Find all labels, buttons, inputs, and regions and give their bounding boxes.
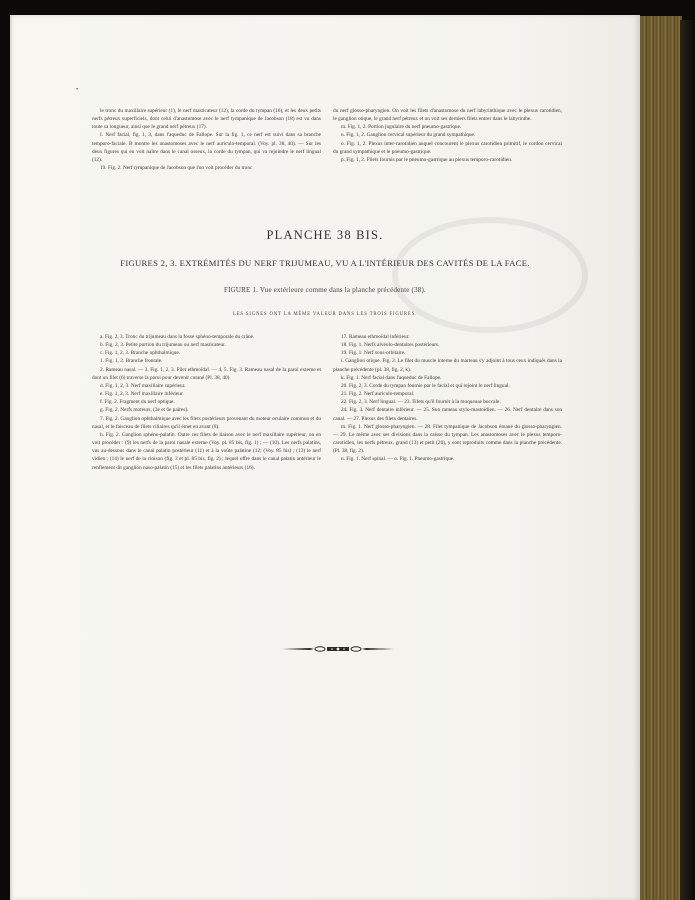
legend-entry: b. Fig. 2, 3. Petite portion du trijumeau ou nerf masticateur. xyxy=(100,342,226,349)
paragraph: n. Fig. 1, 2. Ganglion cervical supérieur du grand sympathique. xyxy=(341,132,476,139)
legend-entry: k. Fig. 1. Nerf facial dans l'aqueduc de Fallope. xyxy=(341,374,442,381)
paragraph: le tronc du maxillaire supérieur (1), le nerf masticateur (12), la corde du tympan (16), et les deux petits nerfs pétreux superficiels, dont celui d'anastomose avec le nerf tympanique de Jacobson (18) est vu dans toute sa longueur, ainsi que le grand nerf pétreux (17). xyxy=(92,108,321,131)
bottom-right-column xyxy=(333,333,562,464)
legend-entry: 18. Fig. 1. Nerfs alvéolo-dentaires postérieurs. xyxy=(341,342,440,349)
legend-entry: 2. Rameau nasal. — 3. Fig. 1, 2, 3. Filet ethmoïdal. — 4, 5. Fig. 3. Rameau nasal de la paroi externe et dont un filet (6) traverse la paroi pour devenir cutané (Pl. 38, 40). xyxy=(92,366,321,381)
legend-entry: e. Fig. 1, 2, 3. Nerf maxillaire inférieur. xyxy=(100,391,184,398)
ornament-divider xyxy=(280,644,396,654)
figure-caption: FIGURE 1. Vue extérieure comme dans la planche précédente (38). xyxy=(224,286,426,294)
paragraph: p. Fig. 1, 2. Filets fournis par le pneumo-gastrique au plexus temporo-carotidien. xyxy=(341,156,513,163)
legend-entry: 19. Fig. 1. Nerf sous-orbitaire. xyxy=(341,350,406,357)
legend-entry: 24. Fig. 3. Nerf dentaire inférieur. — 25. Son rameau stylo-mastoïdien. — 26. Nerf dentaire dans son canal. — 27. Plexus des filets dentaires. xyxy=(333,407,562,422)
legend-entry: 1. Fig. 1, 2. Branche frontale. xyxy=(100,358,163,365)
top-left-column xyxy=(92,107,321,172)
book-spine-edge xyxy=(636,16,682,900)
legend-entry: f. Fig. 2. Fragment du nerf optique. xyxy=(100,399,175,406)
legend-entry: h. Fig. 2. Ganglion sphéno-palatin. Outre ces filets de liaison avec le nerf maxillaire supérieur, on en voit procéder : (9) les nerfs de la paroi nasale externe (Voy. pl. 85 bis, fig. 1) ; — (10). Les nerfs palatins, vus au-dessous dans le canal palatin postérieur (11) et à la voûte palatine (12; (Voy. 85 bis) ; (13) le nerf vidien ; (14) le nerf de la cloison (fig. 3 et pl. 85 bis, fig. 2) ; lequel offre dans le canal palatin antérieur le renflement dit ganglion naso-palatin (15) et les filets palatins antérieurs (16). xyxy=(92,431,321,471)
legend-entry: 22. Fig. 2, 3. Nerf lingual. — 23. Filets qu'il fournit à la muqueuse buccale. xyxy=(341,399,501,406)
legend-entry: 7. Fig. 2. Ganglion ophthalmique avec les filets postérieurs provenant du moteur oculaire commun et du nasal, et le faisceau de filets ciliaires qu'il émet en avant (8). xyxy=(92,415,321,430)
legend-note: LES SIGNES ONT LA MÊME VALEUR DANS LES TROIS FIGURES. xyxy=(232,312,418,317)
spine-shadow xyxy=(680,20,695,900)
paragraph: 19. Fig. 2. Nerf tympanique de Jacobson que l'on voit procéder du tronc xyxy=(100,165,253,172)
page-gutter xyxy=(10,15,14,900)
book-page xyxy=(10,15,640,900)
legend-entry: 17. Rameau ethmoïdal inférieur. xyxy=(341,334,410,340)
page-mark: • xyxy=(76,87,79,93)
legend-entry: 20. Fig. 2, 3. Corde du tympan fournie par le facial et qui rejoint le nerf lingual. xyxy=(341,382,510,389)
legend-entry: n. Fig. 1. Nerf spinal. — o. Fig. 1. Pneumo-gastrique. xyxy=(341,456,455,463)
legend-entry: m. Fig. 1. Nerf glosso-pharyngien. — 28. Filet tympanique de Jacobson émané du glosso-pharyngien. — 29. Le même avec ses divisions dans la caisse du tympan. Les anastomoses avec le plexus temporo-carotidien, les nerfs pétreux, grand (13) et petit (20), y sont reproduits comme dans la planche précédente. (Pl. 38, fig. 2). xyxy=(333,423,562,455)
legend-entry: d. Fig. 1, 2, 3. Nerf maxillaire supérieur. xyxy=(100,382,186,389)
top-right-column xyxy=(333,107,562,164)
plate-title: PLANCHE 38 BIS. xyxy=(266,228,384,242)
bottom-left-column xyxy=(92,333,321,472)
legend-entry: c. Fig. 1, 2, 3. Branche ophthalmique. xyxy=(100,350,181,357)
paragraph: du nerf glosso-pharyngien. On voit les filets d'anastomose du nerf labyrinthique avec le plexus carotidien, le ganglion otique, le grand nerf pétreux et on voit ses derniers filets entrer dans le labyrinthe. xyxy=(333,108,562,123)
legend-entry: 21. Fig. 2. Nerf auriculo-temporal. xyxy=(341,391,415,398)
paragraph: o. Fig. 1, 2. Plexus inter-carotidien auquel concourent le plexus carotidien primitif, le cordon cervical du grand sympathique et le pneumo-gastrique. xyxy=(333,140,562,155)
paragraph: I. Nerf facial, fig. 1, 3, dans l'aqueduc de Fallope. Sur la fig. 1, ce nerf est suivi dans sa branche temporo-faciale. B montre les anastomoses avec le nerf auriculo-temporal. (Voy. pl. 38, 40). — Sur les deux figures qui en voit naître dans le canal osseux, la corde du tympan, qui va rejoindre le nerf lingual (12). xyxy=(92,132,321,163)
paragraph: m. Fig. 1, 2. Portion jugulaire du nerf pneumo-gastrique. xyxy=(341,124,462,131)
legend-entry: i. Ganglion otique. Fig. 2. Le filet du muscle interne du marteau s'y adjoint à tous ceux indiqués dans la planche précédente (pl. 38, fig. 2, k). xyxy=(333,358,562,373)
plate-subtitle: FIGURES 2, 3. EXTRÉMITÉS DU NERF TRIJUMEAU, VU A L'INTÉRIEUR DES CAVITÉS DE LA FACE. xyxy=(120,258,530,268)
legend-entry: a. Fig. 2, 3. Tronc du trijumeau dans la fosse sphéno-temporale du crâne. xyxy=(100,334,255,340)
legend-entry: g. Fig. 2. Nerfs moteurs, (3e et 6e paires). xyxy=(100,407,189,414)
